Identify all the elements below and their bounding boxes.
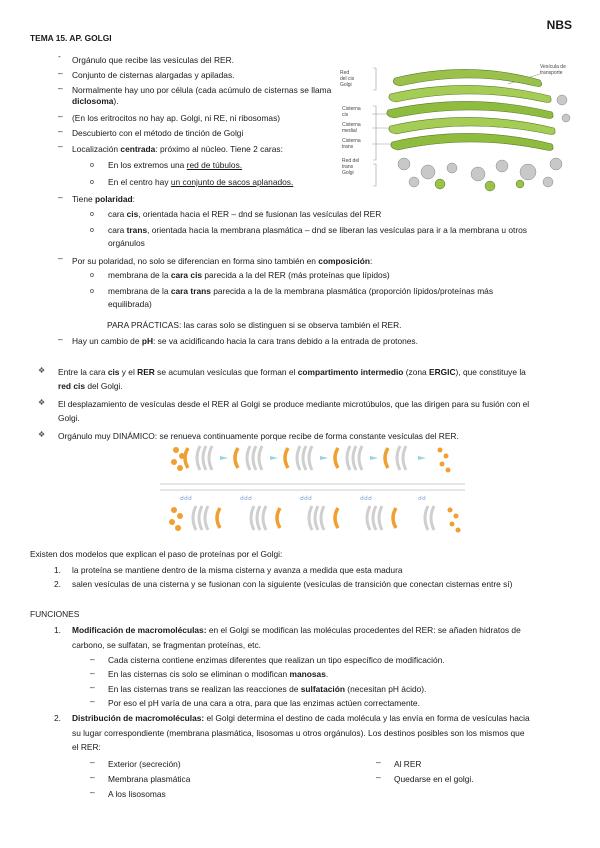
circle-bullet: o — [90, 272, 94, 279]
list-item: Descubierto con el método de tinción de Golgi — [72, 128, 244, 138]
list-item-cont: su lugar correspondiente (membrana plasmática, lisosomas u otros orgánulos). Los destinos posibles son los mismos que — [72, 728, 525, 738]
dash-bullet: – — [90, 654, 95, 664]
dash-bullet: – — [90, 787, 95, 797]
dash-bullet: – — [58, 111, 63, 121]
svg-text:☌☌☌: ☌☌☌ — [300, 496, 313, 502]
list-item: Hay un cambio de pH: se va acidificando hacia la cara trans debido a la entrada de protones. — [72, 336, 418, 346]
dash-bullet: – — [58, 192, 63, 202]
circle-bullet: o — [90, 211, 94, 218]
label-vesicula: Vesícula de transporte — [540, 64, 566, 76]
list-item-cont: orgánulos — [108, 238, 145, 248]
list-item: Distribución de macromoléculas: el Golgi determina el destino de cada molécula y las envía en forma de vesículas hacia — [72, 713, 530, 723]
models-intro: Existen dos modelos que explican el paso de proteínas por el Golgi: — [30, 549, 283, 559]
list-item-cont: red cis del Golgi. — [58, 381, 123, 391]
dash-bullet: – — [58, 141, 63, 151]
dash-bullet: – — [90, 668, 95, 678]
dash-bullet: – — [58, 253, 63, 263]
label-red-cis: Red del cis Golgi — [340, 70, 355, 88]
dash-bullet: – — [376, 772, 381, 782]
golgi-models-figure — [160, 442, 465, 542]
svg-text:☌☌: ☌☌ — [418, 496, 427, 502]
diamond-bullet-icon: ❖ — [38, 430, 46, 439]
list-item: membrana de la cara cis parecida a la del RER (más proteínas que lípidos) — [108, 270, 390, 280]
dash-bullet: – — [376, 757, 381, 767]
circle-bullet: o — [90, 179, 94, 186]
list-item: Por su polaridad, no solo se diferencian en forma sino también en composición: — [72, 256, 373, 266]
models-illustration — [160, 442, 465, 542]
list-item: En las cisternas trans se realizan las reacciones de sulfatación (necesitan pH ácido). — [108, 684, 427, 694]
dash-bullet: – — [90, 696, 95, 706]
circle-bullet: o — [90, 162, 94, 169]
destination-item: Quedarse en el golgi. — [394, 774, 474, 784]
list-item: En las cisternas cis solo se eliminan o modifican manosas. — [108, 669, 329, 679]
golgi-illustration — [340, 60, 580, 192]
label-cisterna-trans: Cisterna trans — [342, 138, 361, 150]
diamond-bullet-icon: ❖ — [38, 398, 46, 407]
list-item: membrana de la cara trans parecida a la de la membrana plasmática (proporción lípidos/proteínas más — [108, 286, 494, 296]
header-initials: NBS — [546, 18, 572, 32]
list-item: la proteína se mantiene dentro de la misma cisterna y avanza a medida que esta madura — [72, 565, 403, 575]
list-number: 1. — [54, 625, 61, 635]
list-item: Cada cisterna contiene enzimas diferentes que realizan un tipo específico de modificación. — [108, 655, 445, 665]
list-item: Modificación de macromoléculas: en el Golgi se modifican las moléculas procedentes del RER: se añaden hidratos de — [72, 625, 521, 635]
list-item-cont: equilibrada) — [108, 299, 152, 309]
destination-item: Al RER — [394, 759, 422, 769]
dash-bullet: – — [90, 682, 95, 692]
list-item-cont: el RER: — [72, 742, 101, 752]
list-item-cont: carbono, se sulfatan, se fragmentan proteínas, etc. — [72, 640, 262, 650]
circle-bullet: o — [90, 288, 94, 295]
list-item: Localización centrada: próximo al núcleo. Tiene 2 caras: — [72, 144, 283, 154]
dash-bullet: – — [58, 126, 63, 136]
list-item: Entre la cara cis y el RER se acumulan vesículas que forman el compartimento intermedio (zona ERGIC), que constituye la — [58, 367, 526, 377]
list-item: (En los eritrocitos no hay ap. Golgi, ni RE, ni ribosomas) — [72, 113, 281, 123]
list-item-cont: Golgi. — [58, 413, 80, 423]
destination-item: A los lisosomas — [108, 789, 166, 799]
list-number: 2. — [54, 579, 61, 589]
dash-bullet: – — [90, 772, 95, 782]
list-item: Orgánulo muy DINÁMICO: se renueva continuamente porque recibe de forma constante vesículas del RER. — [58, 431, 459, 441]
list-item: salen vesículas de una cisterna y se fusionan con la siguiente (vesículas de transición que conectan cisternas entre sí) — [72, 579, 513, 589]
svg-text:☌☌☌: ☌☌☌ — [240, 496, 253, 502]
dash-bullet: - — [58, 51, 61, 61]
page-title: TEMA 15. AP. GOLGI — [30, 33, 112, 43]
list-item: Tiene polaridad: — [72, 194, 135, 204]
dash-bullet: – — [58, 334, 63, 344]
diamond-bullet-icon: ❖ — [38, 366, 46, 375]
list-number: 1. — [54, 565, 61, 575]
list-item: En los extremos una red de túbulos. — [108, 160, 243, 170]
list-number: 2. — [54, 713, 61, 723]
label-red-trans: Red del trans Golgi — [342, 158, 360, 176]
dash-bullet: – — [58, 83, 63, 93]
golgi-figure — [340, 60, 580, 192]
list-item: Normalmente hay uno por célula (cada acúmulo de cisternas se llama diclosoma). — [72, 85, 332, 106]
destination-item: Exterior (secreción) — [108, 759, 181, 769]
label-cisterna-cis: Cisterna cis — [342, 106, 361, 118]
list-item: cara cis, orientada hacia el RER – dnd se fusionan las vesículas del RER — [108, 209, 382, 219]
svg-text:☌☌☌: ☌☌☌ — [180, 496, 193, 502]
dash-bullet: – — [90, 757, 95, 767]
list-item: Conjunto de cisternas alargadas y apiladas. — [72, 70, 235, 80]
section-title: FUNCIONES — [30, 609, 80, 619]
svg-text:☌☌☌: ☌☌☌ — [360, 496, 373, 502]
list-item: En el centro hay un conjunto de sacos aplanados. — [108, 177, 294, 187]
list-item: cara trans, orientada hacia la membrana plasmática – dnd se liberan las vesículas para ir a la membrana u otros — [108, 225, 527, 235]
list-item: El desplazamiento de vesículas desde el RER al Golgi se produce mediante microtúbulos, que las dirigen para su fusión con el — [58, 399, 530, 409]
list-item: Por eso el pH varía de una cara a otra, para que las enzimas actúen correctamente. — [108, 698, 420, 708]
label-cisterna-medial: Cisterna medial — [342, 122, 361, 134]
practicas-note: PARA PRÁCTICAS: las caras solo se distinguen si se observa también el RER. — [107, 320, 402, 330]
list-item: Orgánulo que recibe las vesículas del RER. — [72, 55, 234, 65]
destination-item: Membrana plasmática — [108, 774, 191, 784]
circle-bullet: o — [90, 227, 94, 234]
dash-bullet: – — [58, 68, 63, 78]
